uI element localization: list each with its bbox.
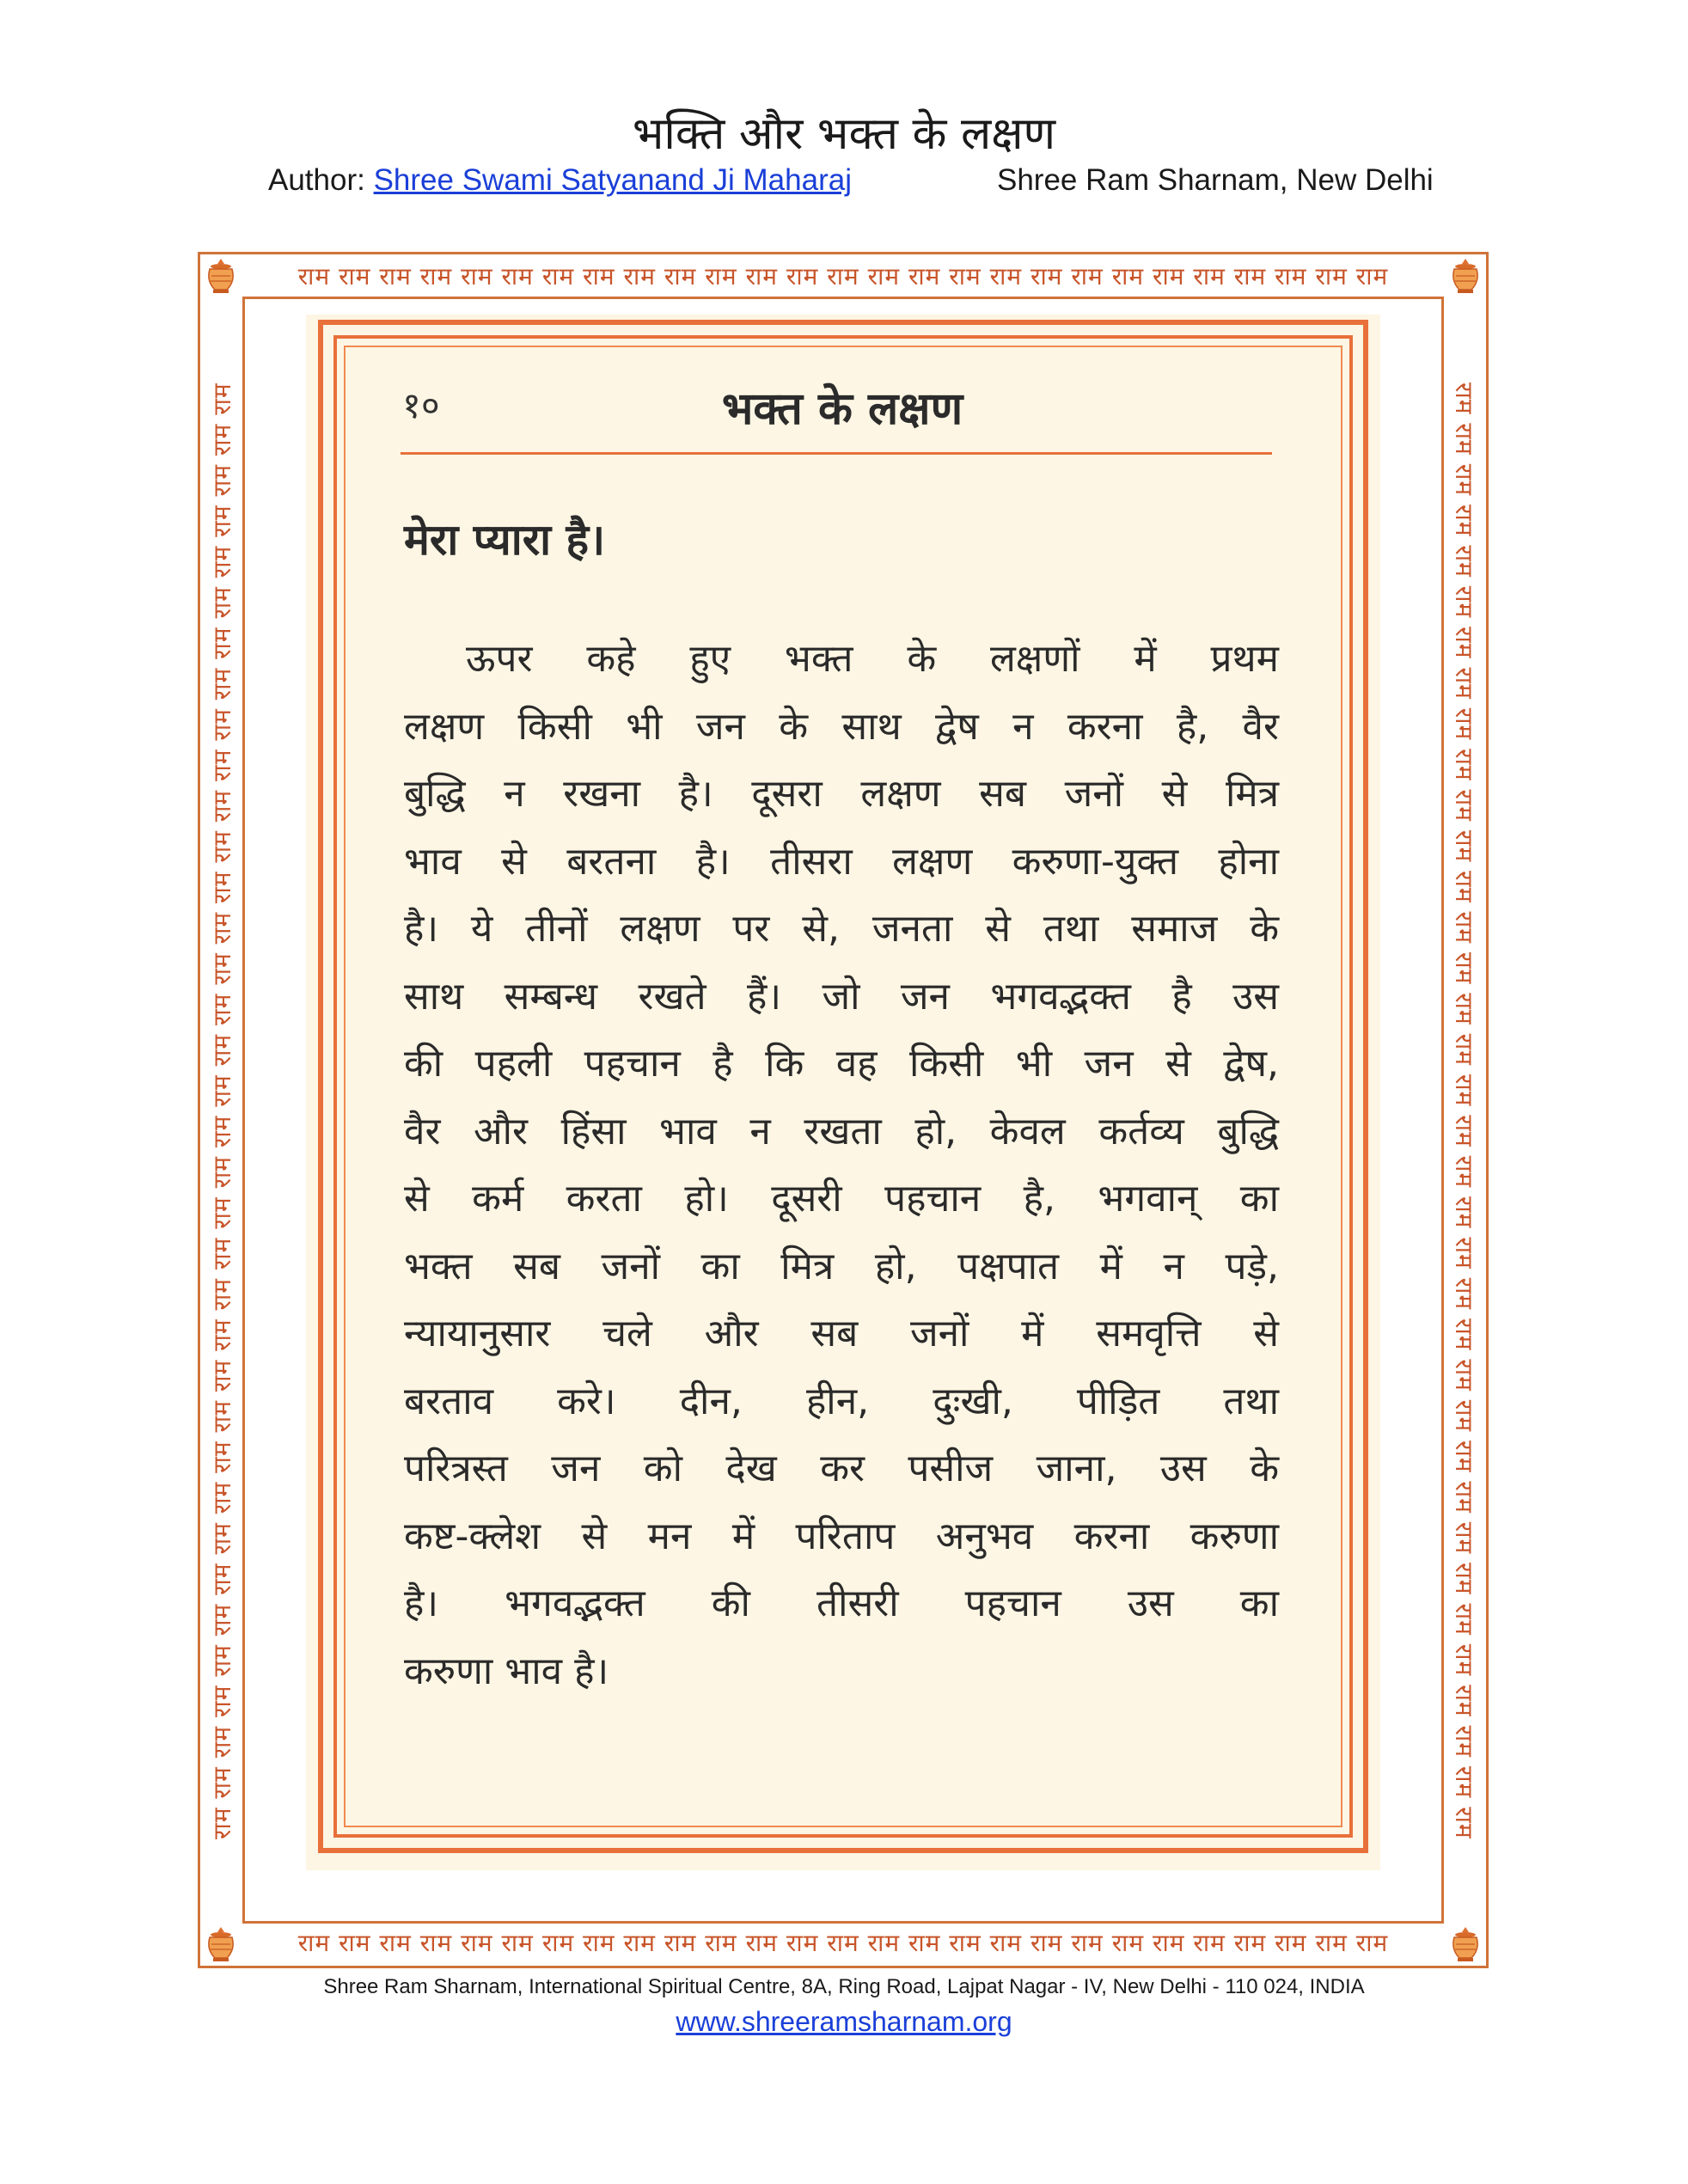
paragraph-line: न्यायानुसार चले और सब जनों में समवृत्ति से xyxy=(404,1312,1279,1355)
website-link[interactable]: www.shreeramsharnam.org xyxy=(676,2006,1012,2037)
org-name: Shree Ram Sharnam, New Delhi xyxy=(997,163,1434,197)
paragraph-line: है। ये तीनों लक्षण पर से, जनता से तथा समाज के xyxy=(404,907,1279,951)
footer-address: Shree Ram Sharnam, International Spiritual Centre, 8A, Ring Road, Lajpat Nagar - IV, New Delhi - 110 024, INDIA xyxy=(323,1975,1365,1998)
body-paragraph xyxy=(404,626,1279,1705)
paragraph-line: से कर्म करता हो। दूसरी पहचान है, भगवान् का xyxy=(404,1177,1279,1220)
paragraph-line: भक्त सब जनों का मित्र हो, पक्षपात में न पड़े, xyxy=(404,1244,1279,1288)
page-heading: भक्त के लक्षण xyxy=(721,383,963,435)
heading-divider xyxy=(401,452,1272,455)
paragraph-line: लक्षण किसी भी जन के साथ द्वेष न करना है, वैर xyxy=(404,704,1279,749)
paragraph-line: परित्रस्त जन को देख कर पसीज जाना, उस के xyxy=(404,1447,1279,1490)
ram-border-left: राम राम राम राम राम राम राम राम राम राम राम राम राम राम राम राम राम राम राम राम राम राम राम राम राम राम राम राम राम राम राम राम राम राम राम राम xyxy=(208,382,236,1839)
paragraph-line: भाव से बरतना है। तीसरा लक्षण करुणा-युक्त होना xyxy=(404,839,1279,884)
ram-border-right: राम राम राम राम राम राम राम राम राम राम राम राम राम राम राम राम राम राम राम राम राम राम राम राम राम राम राम राम राम राम राम राम राम राम राम राम xyxy=(1450,382,1478,1839)
ram-border-top: राम राम राम राम राम राम राम राम राम राम राम राम राम राम राम राम राम राम राम राम राम राम राम राम राम राम राम xyxy=(297,262,1389,291)
page-number: १० xyxy=(402,384,440,426)
paragraph-line: करुणा भाव है। xyxy=(404,1649,609,1693)
author-link[interactable]: Shree Swami Satyanand Ji Maharaj xyxy=(373,163,852,197)
paragraph-line: कष्ट-क्लेश से मन में परिताप अनुभव करना करुणा xyxy=(404,1514,1279,1558)
paragraph-line: ऊपर कहे हुए भक्त के लक्षणों में प्रथम xyxy=(466,637,1279,681)
kalash-icon xyxy=(201,1924,241,1963)
paragraph-line: साथ सम्बन्ध रखते हैं। जो जन भगवद्भक्त है उस xyxy=(404,974,1279,1019)
document-title: भक्ति और भक्त के लक्षण xyxy=(632,108,1056,160)
paragraph-line: बरताव करे। दीन, हीन, दुःखी, पीड़ित तथा xyxy=(404,1379,1279,1423)
paragraph-line: की पहली पहचान है कि वह किसी भी जन से द्वेष, xyxy=(404,1042,1279,1086)
paragraph-line: है। भगवद्भक्त की तीसरी पहचान उस का xyxy=(404,1581,1279,1625)
ram-border-bottom: राम राम राम राम राम राम राम राम राम राम राम राम राम राम राम राम राम राम राम राम राम राम राम राम राम राम राम xyxy=(297,1929,1389,1957)
author-line xyxy=(268,163,852,198)
paragraph-line: वैर और हिंसा भाव न रखता हो, केवल कर्तव्य बुद्धि xyxy=(404,1109,1279,1153)
kalash-icon xyxy=(1446,1924,1485,1963)
kalash-icon xyxy=(201,255,241,295)
author-label: Author: xyxy=(268,163,374,197)
paragraph-line: बुद्धि न रखना है। दूसरा लक्षण सब जनों से मित्र xyxy=(404,772,1279,816)
lead-line: मेरा प्यारा है। xyxy=(404,515,606,565)
kalash-icon xyxy=(1446,255,1485,295)
